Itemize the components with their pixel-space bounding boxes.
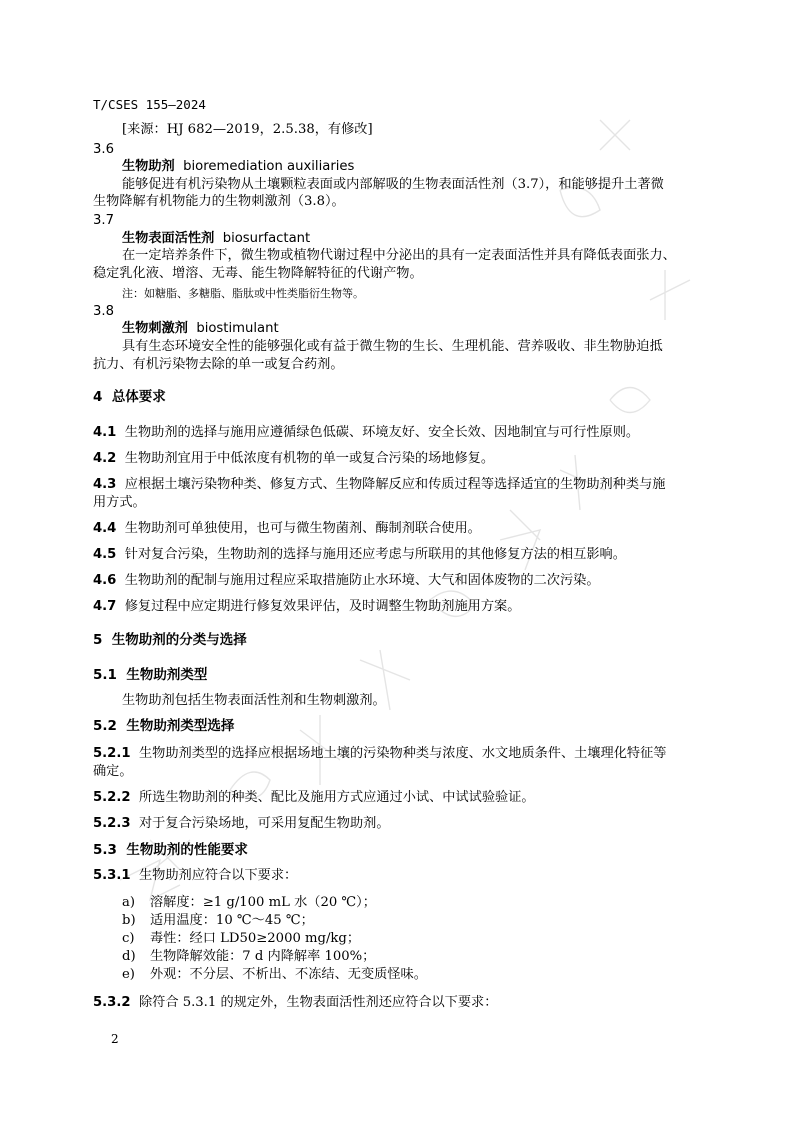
subsection-title: 生物助剂类型选择: [126, 718, 235, 734]
list-text: 毒性：经口 LD50≥2000 mg/kg；: [150, 931, 361, 946]
term-3-6-en: bioremediation auxiliaries: [183, 159, 355, 174]
subsection-5-2-heading: [93, 718, 234, 735]
clause-text: 生物助剂的配制与施用过程应采取措施防止水环境、大气和固体废物的二次污染。: [124, 573, 600, 588]
section-5-title: 生物助剂的分类与选择: [111, 632, 247, 648]
section-5-number: 5: [93, 632, 103, 648]
clause-number: 5.2.1: [93, 746, 131, 761]
subsection-5-1-heading: [93, 667, 207, 684]
list-text: 溶解度：≥1 g/100 mL 水（20 ℃）；: [150, 895, 376, 910]
list-item-e: [122, 966, 427, 983]
clause-text: 应根据土壤污染物种类、修复方式、生物降解反应和传质过程等选择适宜的生物助剂种类与施: [124, 477, 666, 492]
clause-text: 生物助剂可单独使用，也可与微生物菌剂、酶制剂联合使用。: [124, 521, 481, 536]
term-3-7-title: [122, 230, 310, 247]
clause-number: 5.2.2: [93, 790, 131, 805]
subsection-number: 5.2: [93, 718, 117, 734]
list-text: 生物降解效能：7 d 内降解率 100%；: [150, 949, 376, 964]
term-3-6-cn: 生物助剂: [122, 159, 175, 174]
clause-4-2: [93, 450, 494, 467]
clause-number: 5.3.2: [93, 995, 131, 1010]
clause-text: 所选生物助剂的种类、配比及施用方式应通过小试、中试试验验证。: [138, 790, 535, 805]
term-3-8-en: biostimulant: [196, 321, 279, 336]
term-number-3-6: 3.6: [93, 142, 114, 157]
source-note: [来源：HJ 682—2019，2.5.38，有修改]: [122, 122, 373, 137]
clause-number: 4.6: [93, 573, 117, 588]
page-number: 2: [111, 1032, 119, 1046]
clause-4-4: [93, 520, 481, 537]
list-item-c: [122, 930, 360, 947]
term-3-6-definition-line-1: 能够促进有机污染物从土壤颗粒表面或内部解吸的生物表面活性剂（3.7），和能够提升土著微: [122, 177, 664, 192]
list-item-d: [122, 948, 375, 965]
clause-5-3-2: [93, 994, 497, 1011]
term-3-7-note: 注：如糖脂、多糖脂、脂肽或中性类脂衍生物等。: [122, 287, 364, 300]
clause-4-3-continued: 用方式。: [93, 495, 146, 510]
subsection-5-1-text: 生物助剂包括生物表面活性剂和生物刺激剂。: [122, 693, 386, 708]
term-number-3-8: 3.8: [93, 304, 114, 319]
term-3-8-cn: 生物刺激剂: [122, 321, 188, 336]
clause-text: 修复过程中应定期进行修复效果评估，及时调整生物助剂施用方案。: [124, 599, 521, 614]
clause-4-7: [93, 598, 520, 615]
clause-text: 生物助剂应符合以下要求：: [138, 868, 298, 883]
list-label: e): [122, 967, 135, 982]
clause-text: 针对复合污染，生物助剂的选择与施用还应考虑与所联用的其他修复方法的相互影响。: [124, 547, 626, 562]
list-label: c): [122, 931, 135, 946]
list-label: a): [122, 895, 136, 910]
clause-text: 生物助剂的选择与施用应遵循绿色低碳、环境友好、安全长效、因地制宜与可行性原则。: [124, 425, 640, 440]
term-3-6-title: [122, 158, 354, 175]
clause-5-2-1-continued: 确定。: [93, 764, 133, 779]
clause-4-5: [93, 546, 626, 563]
clause-5-2-2: [93, 789, 535, 806]
term-3-8-definition-line-2: 抗力、有机污染物去除的单一或复合药剂。: [93, 357, 344, 372]
term-3-7-en: biosurfactant: [222, 231, 311, 246]
clause-text: 生物助剂宜用于中低浓度有机物的单一或复合污染的场地修复。: [124, 451, 495, 466]
clause-number: 4.5: [93, 547, 117, 562]
subsection-title: 生物助剂类型: [126, 667, 208, 683]
clause-number: 4.7: [93, 599, 117, 614]
clause-4-1: [93, 424, 639, 441]
term-3-7-definition-line-2: 稳定乳化液、增溶、无毒、能生物降解特征的代谢产物。: [93, 266, 423, 281]
term-3-7-definition-line-1: 在一定培养条件下，微生物或植物代谢过程中分泌出的具有一定表面活性并具有降低表面张力、: [122, 248, 676, 263]
document-code-header: T/CSES 155—2024: [93, 97, 206, 112]
clause-4-6: [93, 572, 600, 589]
clause-5-3-1: [93, 867, 297, 884]
list-text: 适用温度：10 ℃～45 ℃；: [150, 913, 314, 928]
term-3-7-cn: 生物表面活性剂: [122, 231, 215, 246]
clause-5-2-3: [93, 815, 390, 832]
list-item-b: [122, 912, 314, 929]
subsection-number: 5.3: [93, 842, 117, 858]
clause-text: 生物助剂类型的选择应根据场地土壤的污染物种类与浓度、水文地质条件、土壤理化特征等: [138, 746, 667, 761]
clause-text: 对于复合污染场地，可采用复配生物助剂。: [138, 816, 390, 831]
section-4-number: 4: [93, 389, 103, 405]
term-3-6-definition-line-2: 生物降解有机物能力的生物刺激剂（3.8）。: [93, 194, 345, 209]
clause-number: 4.1: [93, 425, 117, 440]
clause-number: 4.3: [93, 477, 117, 492]
list-item-a: [122, 894, 376, 911]
clause-text: 除符合 5.3.1 的规定外，生物表面活性剂还应符合以下要求：: [138, 995, 498, 1010]
clause-number: 4.2: [93, 451, 117, 466]
list-label: b): [122, 913, 136, 928]
term-3-8-definition-line-1: 具有生态环境安全性的能够强化或有益于微生物的生长、生理机能、营养吸收、非生物胁迫抵: [122, 339, 663, 354]
term-3-8-title: [122, 320, 279, 337]
clause-number: 5.3.1: [93, 868, 131, 883]
clause-number: 4.4: [93, 521, 117, 536]
subsection-number: 5.1: [93, 667, 117, 683]
clause-number: 5.2.3: [93, 816, 131, 831]
clause-4-3: [93, 476, 665, 493]
section-4-heading: [93, 389, 166, 406]
list-text: 外观：不分层、不析出、不冻结、无变质怪味。: [150, 967, 427, 982]
list-label: d): [122, 949, 136, 964]
subsection-5-3-heading: [93, 842, 248, 859]
term-number-3-7: 3.7: [93, 213, 114, 228]
subsection-title: 生物助剂的性能要求: [126, 842, 248, 858]
section-4-title: 总体要求: [111, 389, 166, 405]
clause-5-2-1: [93, 745, 666, 762]
section-5-heading: [93, 632, 247, 649]
